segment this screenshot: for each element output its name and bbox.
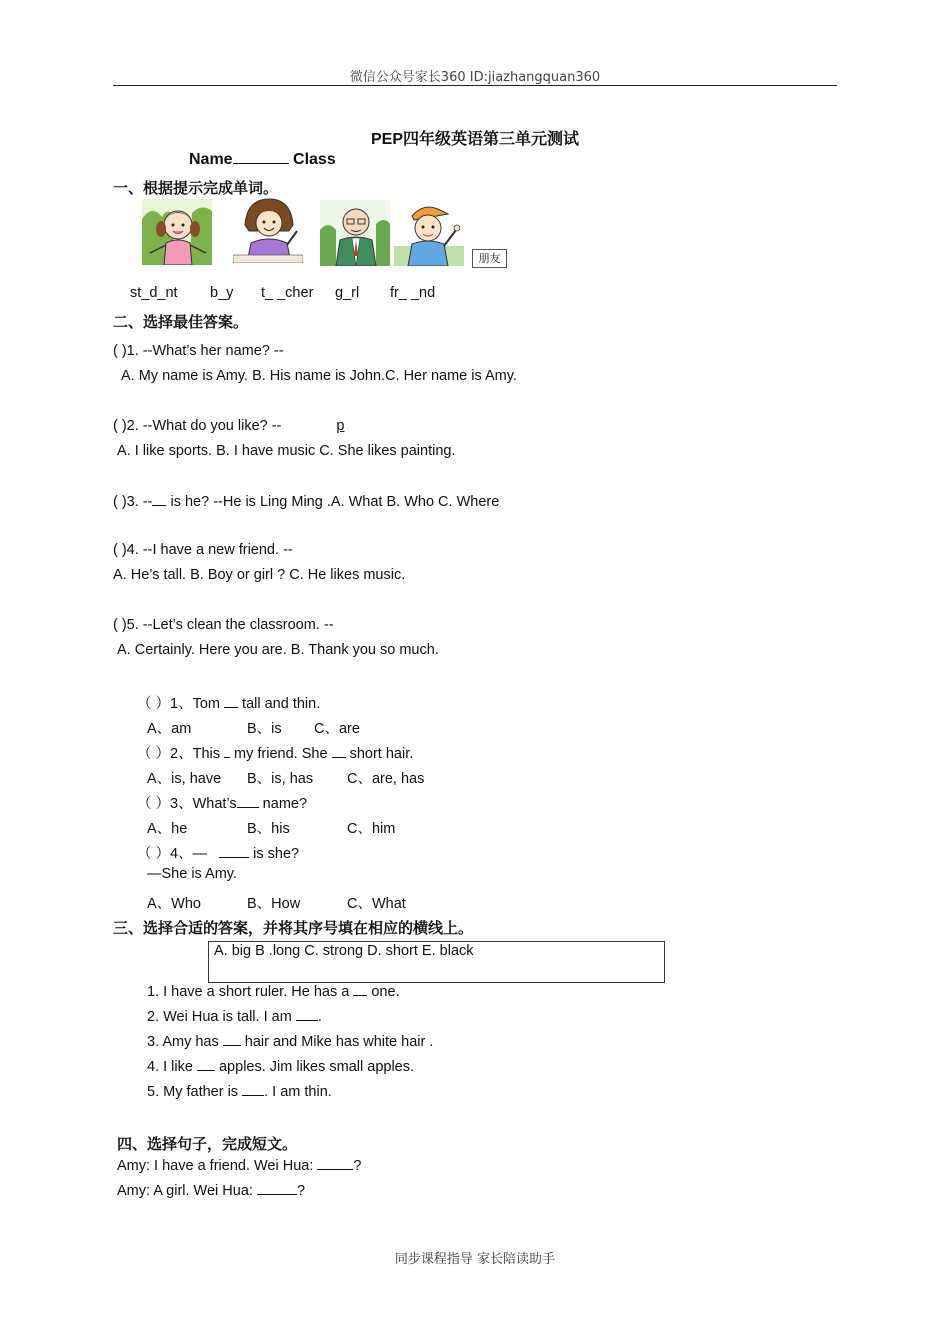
word-1: st_d_nt <box>130 285 178 301</box>
q2-blank[interactable]: p <box>336 418 345 434</box>
extra-q2-option-c: C、are, has <box>347 771 425 787</box>
s4-line-1-pre: Amy: I have a friend. Wei Hua: <box>117 1158 318 1174</box>
q3-stem-pre: ( )3. -- <box>113 494 153 510</box>
extra-q1-pre: （ ）1、Tom <box>137 696 225 712</box>
page-header: 微信公众号家长360 ID:jiazhangquan360 <box>349 70 601 85</box>
extra-q4-answer: —She is Amy. <box>147 866 237 882</box>
section-4-heading: 四、选择句子，完成短文。 <box>117 1135 298 1153</box>
extra-q2-option-b: B、is, has <box>247 771 314 787</box>
q2-options: A. I like sports. B. I have music C. She likes painting. <box>117 443 456 459</box>
extra-q3-option-b: B、his <box>247 821 290 837</box>
s3-item-5-blank[interactable] <box>242 1083 264 1096</box>
extra-q4-post: is she? <box>249 846 300 862</box>
extra-q2-option-a: A、is, have <box>147 771 222 787</box>
extra-q3-post: name? <box>258 796 308 812</box>
s4-line-1-blank[interactable] <box>317 1157 353 1170</box>
name-class-line <box>189 151 336 169</box>
extra-q3-stem <box>137 792 307 813</box>
word-4: g_rl <box>335 285 360 301</box>
section-3-heading: 三、选择合适的答案，并将其序号填在相应的横线上。 <box>113 919 474 937</box>
word-3: t_ _cher <box>261 285 314 301</box>
s3-item-2-pre: 2. Wei Hua is tall. I am <box>147 1009 296 1025</box>
word-options-box <box>208 941 665 983</box>
s4-line-2-blank[interactable] <box>257 1182 297 1195</box>
q3-stem <box>113 493 499 510</box>
s3-item-1 <box>147 983 400 1000</box>
extra-q2-blank-2[interactable] <box>332 745 346 758</box>
page-footer: 同步课程指导 家长陪读助手 <box>394 1252 556 1267</box>
extra-q4-option-b: B、How <box>247 896 301 912</box>
s3-item-1-post: one. <box>367 984 400 1000</box>
s3-item-2 <box>147 1008 322 1025</box>
s3-item-1-blank[interactable] <box>353 983 367 996</box>
extra-q4-option-c: C、What <box>347 896 406 912</box>
girl-picture-1 <box>142 199 212 265</box>
extra-q1-blank[interactable] <box>224 695 238 708</box>
s3-item-5-pre: 5. My father is <box>147 1084 243 1100</box>
extra-q3-option-c: C、him <box>347 821 396 837</box>
extra-q2-pre: （ ）2、This <box>137 746 225 762</box>
extra-q3-option-a: A、he <box>147 821 188 837</box>
q3-stem-post: is he? --He is Ling Ming .A. What B. Who C. Where <box>166 494 500 510</box>
q4-stem: ( )4. --I have a new friend. -- <box>113 542 293 558</box>
extra-q2-mid: my friend. She <box>230 746 332 762</box>
s3-item-3 <box>147 1033 433 1050</box>
name-label: Name <box>189 151 233 168</box>
q5-stem: ( )5. --Let’s clean the classroom. -- <box>113 617 334 633</box>
girl-picture-2 <box>233 197 303 263</box>
teacher-picture <box>320 200 390 266</box>
q4-options: A. He’s tall. B. Boy or girl ? C. He likes music. <box>113 567 406 583</box>
extra-q1-option-b: B、is <box>247 721 282 737</box>
extra-q4-stem <box>137 842 299 863</box>
s3-item-4-post: apples. Jim likes small apples. <box>214 1059 415 1075</box>
section-2-heading: 二、选择最佳答案。 <box>113 313 249 331</box>
q1-stem: ( )1. --What’s her name? -- <box>113 343 284 359</box>
s3-item-4-pre: 4. I like <box>147 1059 197 1075</box>
class-label: Class <box>293 151 336 168</box>
s3-item-3-blank[interactable] <box>223 1033 241 1046</box>
q3-blank[interactable] <box>152 493 166 506</box>
extra-q3-blank[interactable] <box>237 795 259 808</box>
extra-q1-option-c: C、are <box>314 721 360 737</box>
header-divider <box>113 85 837 86</box>
s3-item-2-post: . <box>317 1009 322 1025</box>
s3-item-1-pre: 1. I have a short ruler. He has a <box>147 984 354 1000</box>
s4-line-2-post: ? <box>296 1183 306 1199</box>
s3-item-2-blank[interactable] <box>296 1008 318 1021</box>
s3-item-4-blank[interactable] <box>197 1058 215 1071</box>
q1-options: A. My name is Amy. B. His name is John.C. Her name is Amy. <box>121 368 517 384</box>
extra-q4-pre: （ ）4、— <box>137 846 212 862</box>
extra-q1-stem <box>137 692 320 713</box>
extra-q4-option-a: A、Who <box>147 896 201 912</box>
boy-picture <box>394 200 464 266</box>
extra-q2-stem <box>137 742 413 763</box>
s4-line-1 <box>117 1157 361 1174</box>
name-blank[interactable] <box>233 151 289 164</box>
s3-item-5 <box>147 1083 332 1100</box>
hint-box: 朋友 <box>472 249 507 268</box>
q2-stem <box>113 418 344 434</box>
s4-line-1-post: ? <box>353 1158 362 1174</box>
word-options: A. big B .long C. strong D. short E. black <box>214 943 474 959</box>
extra-q3-pre: （ ）3、What’s <box>137 796 237 812</box>
q2-stem-text: ( )2. --What do you like? -- <box>113 418 282 434</box>
s3-item-3-pre: 3. Amy has <box>147 1034 223 1050</box>
extra-q1-post: tall and thin. <box>238 696 321 712</box>
s3-item-3-post: hair and Mike has white hair . <box>240 1034 434 1050</box>
word-5: fr_ _nd <box>390 285 436 301</box>
s3-item-5-post: . I am thin. <box>264 1084 332 1100</box>
section-1-heading: 一、根据提示完成单词。 <box>113 179 279 197</box>
word-2: b_y <box>210 285 234 301</box>
extra-q4-blank[interactable] <box>219 845 249 858</box>
extra-q1-option-a: A、am <box>147 721 192 737</box>
s3-item-4 <box>147 1058 414 1075</box>
s4-line-2-pre: Amy: A girl. Wei Hua: <box>117 1183 257 1199</box>
extra-q2-post: short hair. <box>345 746 414 762</box>
page-title: PEP四年级英语第三单元测试 <box>370 131 580 148</box>
s4-line-2 <box>117 1182 305 1199</box>
q5-options: A. Certainly. Here you are. B. Thank you so much. <box>117 642 439 658</box>
